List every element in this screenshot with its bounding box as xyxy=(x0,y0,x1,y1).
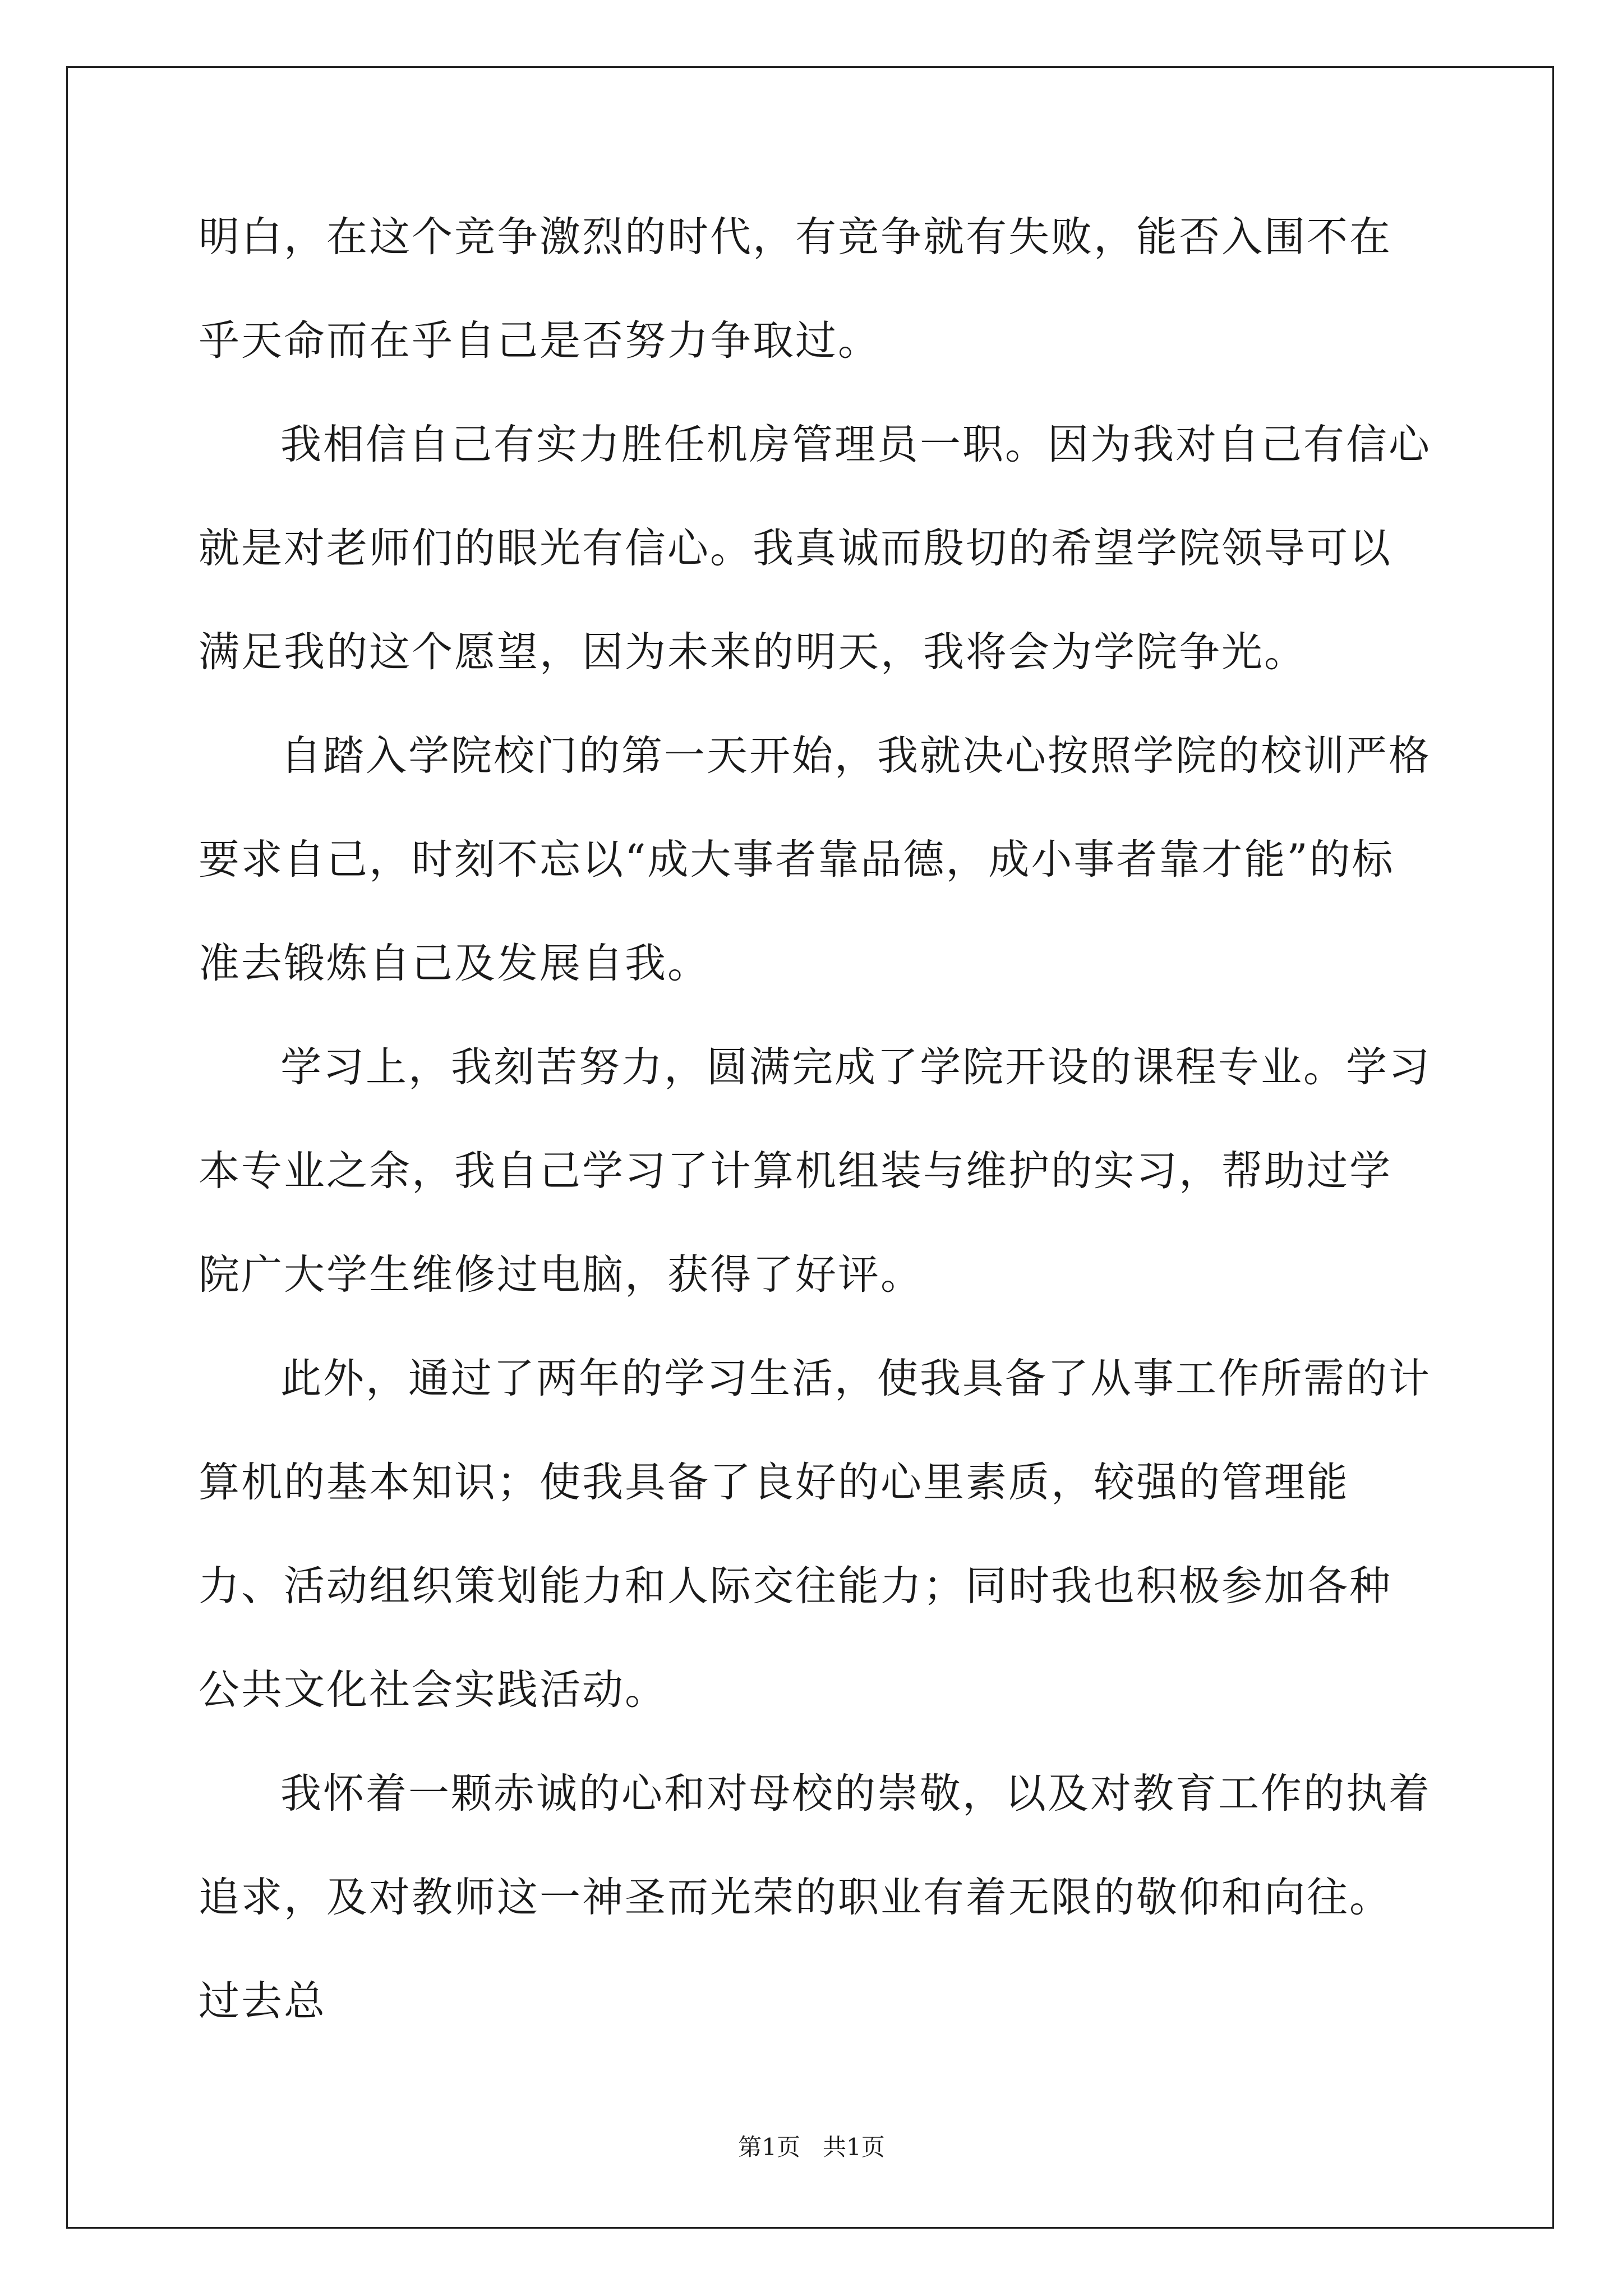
paragraph-2: 我相信自己有实力胜任机房管理员一职。因为我对自己有信心就是对老师们的眼光有信心。我真诚而殷切的希望学院领导可以满足我的这个愿望，因为未来的明天，我将会为学院争光。 xyxy=(199,421,1431,676)
paragraph-5: 此外，通过了两年的学习生活，使我具备了从事工作所需的计算机的基本知识；使我具备了良好的心里素质，较强的管理能力、活动组织策划能力和人际交往能力；同时我也积极参加各种公共文化社会实践活动。 xyxy=(199,1355,1431,1714)
paragraph-1: 明白，在这个竞争激烈的时代，有竞争就有失败，能否入围不在乎天命而在乎自己是否努力争取过。 xyxy=(199,213,1392,365)
paragraph-6: 我怀着一颗赤诚的心和对母校的崇敬，以及对教育工作的执着追求，及对教师这一神圣而光荣的职业有着无限的敬仰和向往。过去总 xyxy=(199,1770,1431,2025)
paragraph-4: 学习上，我刻苦努力，圆满完成了学院开设的课程专业。学习本专业之余，我自己学习了计算机组装与维护的实习，帮助过学院广大学生维修过电脑，获得了好评。 xyxy=(199,1043,1431,1299)
paragraph-3: 自踏入学院校门的第一天开始，我就决心按照学院的校训严格要求自己，时刻不忘以“成大事者靠品德，成小事者靠才能”的标准去锻炼自己及发展自我。 xyxy=(199,732,1431,987)
document-body xyxy=(199,185,1432,2053)
page-footer: 第1页 共1页 xyxy=(738,2133,885,2161)
